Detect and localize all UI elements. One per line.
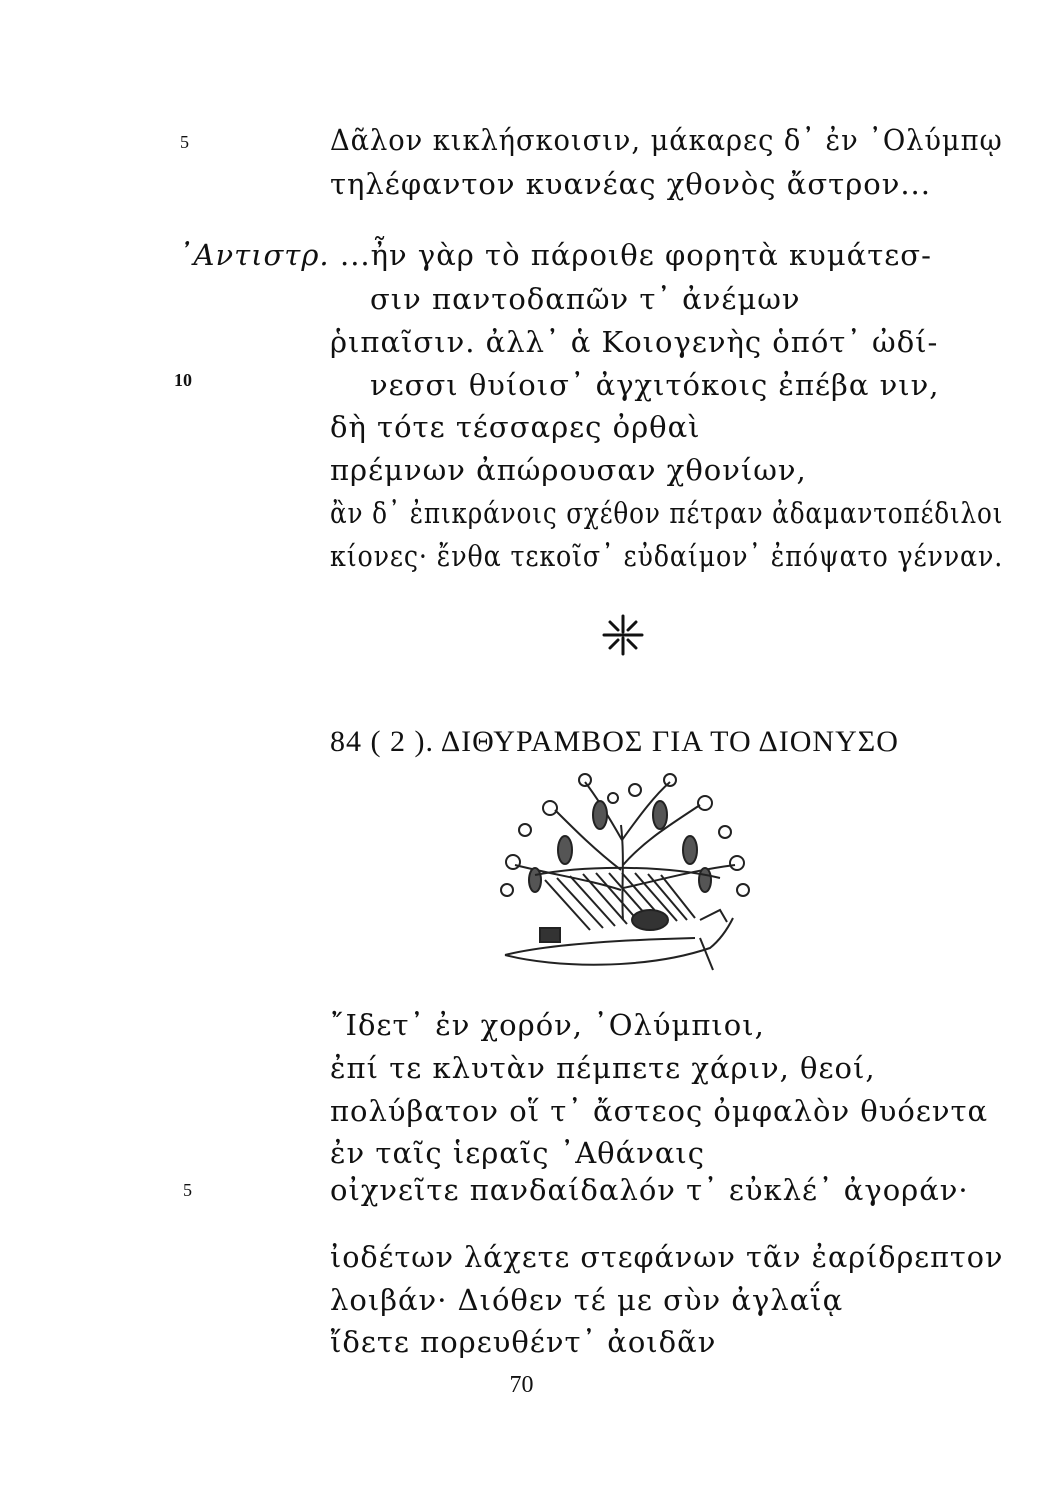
verse-line: ἐπί τε κλυτὰν πέμπετε χάριν, θεοί, — [330, 1051, 876, 1085]
verse-line: ἰοδέτων λάχετε στεφάνων τᾶν ἐαρίδρεπτον — [330, 1240, 1004, 1274]
verse-line: δὴ τότε τέσσαρες ὀρθαὶ — [330, 410, 701, 444]
verse-line: οἰχνεῖτε πανδαίδαλόν τ᾿ εὐκλέ᾿ ἀγοράν· — [330, 1173, 969, 1207]
verse-line: πολύβατον οἵ τ᾿ ἄστεος ὀμφαλὸν θυόεντα — [330, 1094, 989, 1128]
verse-line: λοιβάν· Διόθεν τέ με σὺν ἀγλαΐᾳ — [330, 1283, 844, 1317]
verse-line: ῎Ιδετ᾿ ἐν χορόν, ᾿Ολύμπιοι, — [330, 1008, 765, 1042]
dionysus-ship-vine-illustration — [495, 770, 755, 975]
verse-line: ἴδετε πορευθέντ᾿ ἀοιδᾶν — [330, 1325, 717, 1359]
verse-line: ...ἦν γὰρ τὸ πάροιθε φορητὰ κυμάτεσ- — [340, 238, 932, 272]
line-number-5: 5 — [183, 1180, 192, 1200]
verse-line: πρέμνων ἀπώρουσαν χθονίων, — [330, 453, 807, 487]
verse-line: νεσσι θυίοισ᾿ ἀγχιτόκοις ἐπέβα νιν, — [370, 368, 940, 402]
antistrophe-label: ᾿Αντιστρ. — [178, 238, 330, 272]
line-number-5: 5 — [180, 132, 189, 152]
verse-line: Δᾶλον κικλήσκοισιν, μάκαρες δ᾿ ἐν ᾿Ολύμπῳ — [330, 123, 1003, 157]
verse-line: τηλέφαντον κυανέας χθονὸς ἄστρον... — [330, 167, 931, 201]
line-number-10: 10 — [174, 370, 192, 390]
verse-line: σιν παντοδαπῶν τ᾿ ἀνέμων — [370, 282, 801, 316]
asterisk-ornament-icon — [598, 610, 648, 660]
verse-line: κίονες· ἔνθα τεκοῖσ᾿ εὐδαίμον᾿ ἐπόψατο γένναν. — [330, 539, 1004, 573]
section-heading: 84 ( 2 ). ΔΙΘΥΡΑΜΒΟΣ ΓΙΑ ΤΟ ΔΙΟΝΥΣΟ — [330, 725, 899, 758]
page-number: 70 — [509, 1372, 534, 1398]
verse-line: ἂν δ᾿ ἐπικράνοις σχέθον πέτραν ἀδαμαντοπέδιλοι — [330, 496, 1004, 530]
verse-line: ῥιπαῖσιν. ἀλλ᾿ ἁ Κοιογενὴς ὁπότ᾿ ὠδί- — [330, 325, 939, 359]
verse-line: ἐν ταῖς ἱεραῖς ᾿Αθάναις — [330, 1136, 706, 1170]
